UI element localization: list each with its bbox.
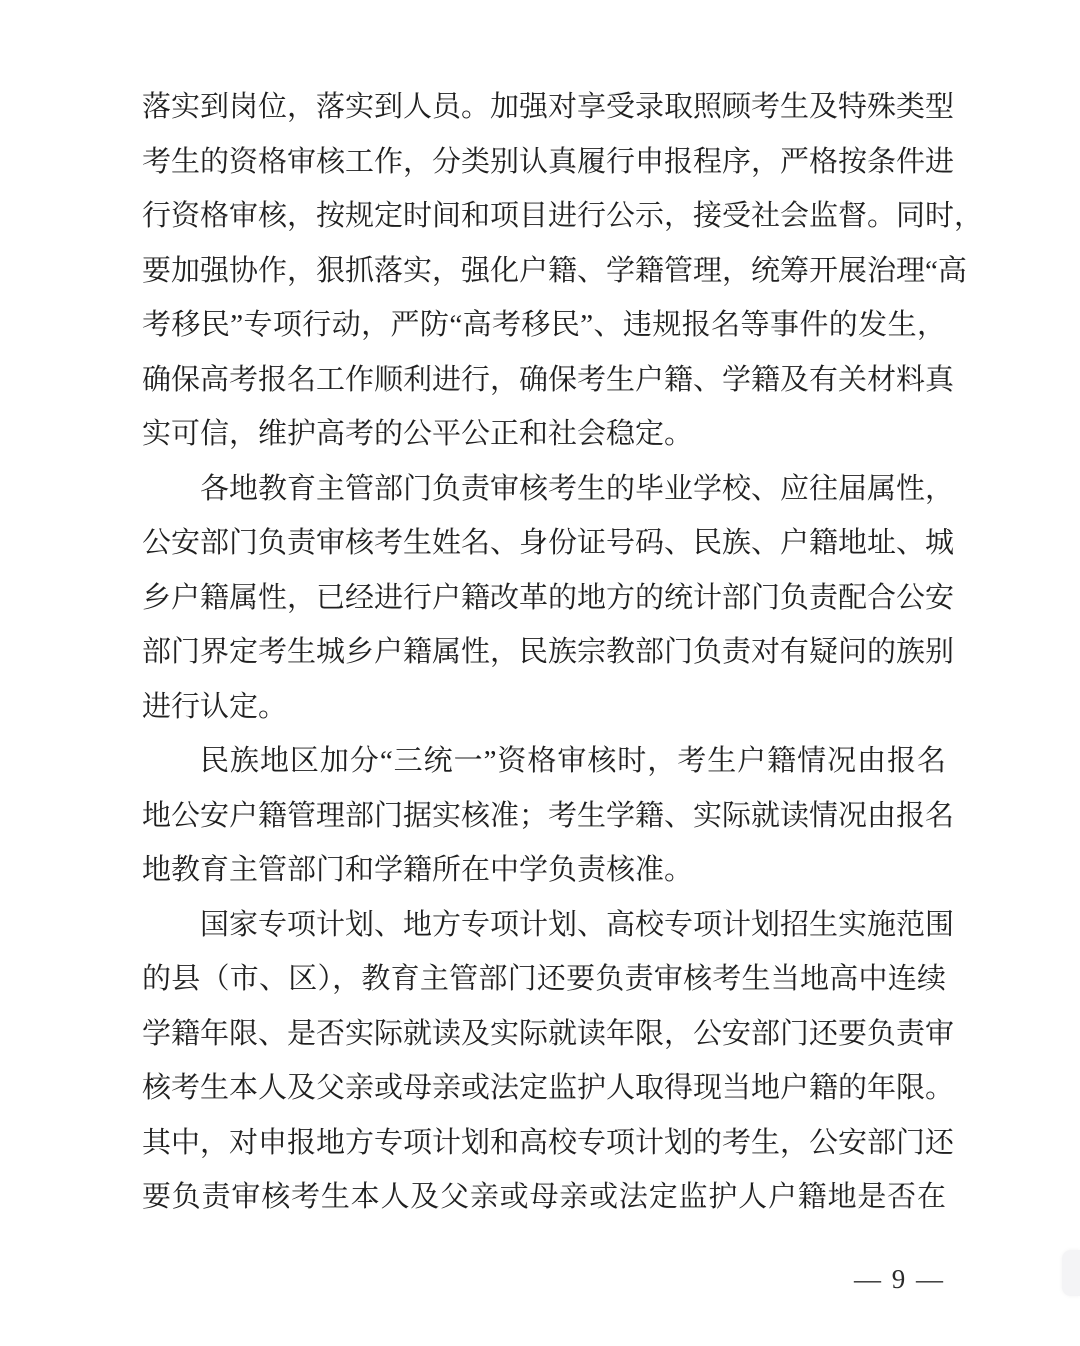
text-line: 落实到岗位，落实到人员。加强对享受录取照顾考生及特殊类型 (142, 91, 955, 123)
text-line: 行资格审核，按规定时间和项目进行公示，接受社会监督。同时， (142, 200, 984, 232)
text-line: 民族地区加分“三统一”资格审核时，考生户籍情况由报名 (200, 745, 946, 777)
text-line: 乡户籍属性，已经进行户籍改革的地方的统计部门负责配合公安 (142, 581, 955, 614)
text-line: 部门界定考生城乡户籍属性，民族宗教部门负责对有疑问的族别 (142, 636, 955, 668)
text-line: 要负责审核考生本人及父亲或母亲或法定监护人户籍地是否在 (142, 1181, 946, 1213)
text-line: 其中，对申报地方专项计划和高校专项计划的考生，公安部门还 (142, 1126, 955, 1159)
text-line: 的县（市、区），教育主管部门还要负责审核考生当地高中连续 (142, 963, 946, 995)
text-line: 核考生本人及父亲或母亲或法定监护人取得现当地户籍的年限。 (142, 1072, 955, 1104)
text-line: 确保高考报名工作顺利进行，确保考生户籍、学籍及有关材料真 (142, 363, 955, 396)
text-line: 要加强协作，狠抓落实，强化户籍、学籍管理，统筹开展治理“高 (142, 254, 967, 287)
text-line: 进行认定。 (142, 690, 288, 723)
text-line: 各地教育主管部门负责审核考生的毕业学校、应往届属性， (200, 472, 955, 505)
text-line: 考移民”专项行动，严防“高考移民”、违规报名等事件的发生， (142, 309, 946, 341)
document-body (142, 80, 984, 1225)
text-line: 国家专项计划、地方专项计划、高校专项计划招生实施范围 (200, 908, 955, 941)
text-line: 实可信，维护高考的公平公正和社会稳定。 (142, 418, 694, 450)
text-line: 地教育主管部门和学籍所在中学负责核准。 (142, 854, 694, 886)
text-line: 学籍年限、是否实际就读及实际就读年限，公安部门还要负责审 (142, 1017, 955, 1050)
edge-scroll-handle[interactable] (1062, 1250, 1080, 1296)
page-number: — 9 — (854, 1264, 945, 1294)
text-line: 考生的资格审核工作，分类别认真履行申报程序，严格按条件进 (142, 145, 955, 178)
text-line: 公安部门负责审核考生姓名、身份证号码、民族、户籍地址、城 (142, 527, 955, 559)
text-line: 地公安户籍管理部门据实核准；考生学籍、实际就读情况由报名 (142, 799, 955, 832)
